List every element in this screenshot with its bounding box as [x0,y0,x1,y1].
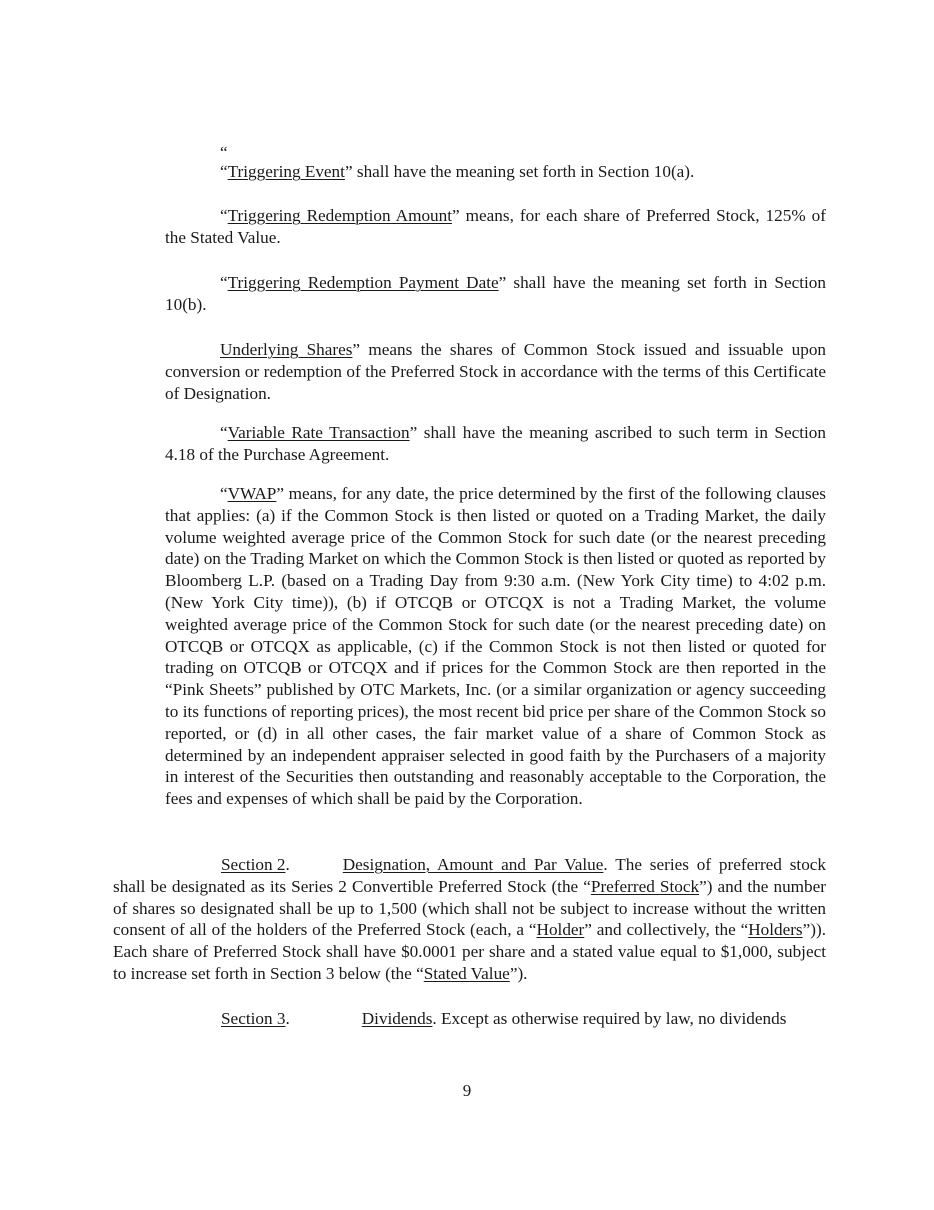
definition-triggering-event: “Triggering Event” shall have the meaning set forth in Section 10(a). [220,162,695,181]
section-2-heading: Designation, Amount and Par Value [342,855,604,874]
section-3-paragraph: Section 3. Dividends. Except as otherwise required by law, no dividends [221,1009,787,1028]
section-2-number: Section 2 [221,855,286,874]
defined-term: Triggering Event [227,162,345,181]
definition-triggering-redemption-payment-date: “Triggering Redemption Payment Date” shall have the meaning set forth in Section 10(b). [165,273,826,314]
defined-term: VWAP [227,484,277,503]
defined-term: Triggering Redemption Amount [227,206,452,225]
page-number: 9 [462,1081,472,1100]
defined-term: Holder [536,920,585,940]
defined-term: Stated Value [423,963,510,983]
definition-underlying-shares: Underlying Shares” means the shares of Common Stock issued and issuable upon conversion or redemption of the Preferred Stock in accordance with the terms of this Certificate of Designation. [165,340,827,403]
definition-triggering-redemption-amount: “Triggering Redemption Amount” means, for each share of Preferred Stock, 125% of the Stated Value. [165,206,826,247]
defined-term: Underlying Shares [220,340,353,359]
definition-vwap: “VWAP” means, for any date, the price determined by the first of the following clauses that applies: (a) if the Common Stock is then listed or quoted on a Trading Market, the daily volume weighted average price of the Common Stock for such date (or the nearest preceding date) on the Trading Market on which the Common Stock is then listed or quoted as reported by Bloomberg L.P. (based on a Trading Day from 9:30 a.m. (New York City time) to 4:02 p.m. (New York City time)), (b) if OTCQB or OTCQX is not a Trading Market, the volume weighted average price of the Common Stock for such date (or the nearest preceding date) on OTCQB or OTCQX as applicable, (c) if the Common Stock is not then listed or quoted for trading on OTCQB or OTCQX and if prices for the Common Stock are then reported in the “Pink Sheets” published by OTC Markets, Inc. (or a similar organization or agency succeeding to its functions of reporting prices), the most recent bid price per share of the Common Stock so reported, or (d) in all other cases, the fair market value of a share of Common Stock as determined by an independent appraiser selected in good faith by the Purchasers of a majority in interest of the Securities then outstanding and reasonably acceptable to the Corporation, the fees and expenses of which shall be paid by the Corporation. [165,484,826,809]
defined-term: Variable Rate Transaction [227,423,410,442]
section-3-number: Section 3 [221,1009,286,1028]
section-3-heading: Dividends [361,1009,433,1028]
defined-term: Holders [748,920,803,940]
stray-quote-mark: “ [220,143,228,162]
section-2-paragraph: Section 2. Designation, Amount and Par Value. The series of preferred stock shall be designated as its Series 2 Convertible Preferred Stock (the “Preferred Stock”) and the number of shares so designated shall be up to 1,500 (which shall not be subject to increase without the written consent of all of the holders of the Preferred Stock (each, a “Holder” and collectively, the “Holders”)). Each share of Preferred Stock shall have $0.0001 per share and a stated value equal to $1,000, subject to increase set forth in Section 3 below (the “Stated Value”). [113,855,827,983]
defined-term: Triggering Redemption Payment Date [227,273,499,292]
definition-variable-rate-transaction: “Variable Rate Transaction” shall have the meaning ascribed to such term in Section 4.18 of the Purchase Agreement. [165,423,826,464]
defined-term: Preferred Stock [590,876,700,896]
